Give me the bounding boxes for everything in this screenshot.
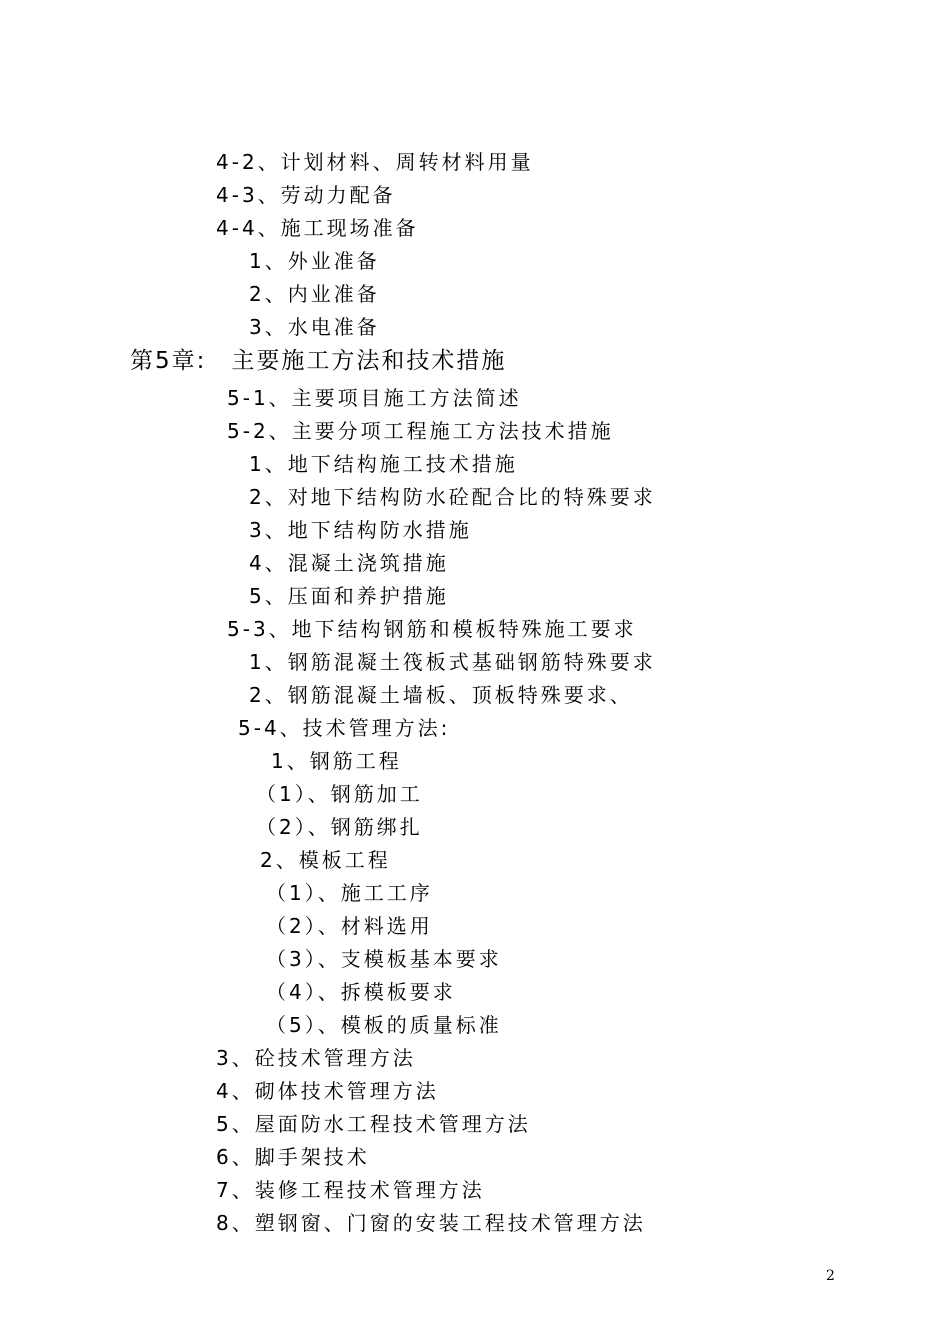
toc-line-4-4-2: 2、内业准备 [249,282,380,306]
toc-line-5-4-3: 3、砼技术管理方法 [216,1046,416,1070]
toc-line-5-4-1-2: （2）、钢筋绑扎 [256,815,423,839]
toc-line-5-3-1: 1、钢筋混凝土筏板式基础钢筋特殊要求 [249,650,656,674]
toc-line-5-4-5: 5、屋面防水工程技术管理方法 [216,1112,531,1136]
toc-line-4-4: 4-4、施工现场准备 [216,216,419,240]
toc-line-4-2: 4-2、计划材料、周转材料用量 [216,150,534,174]
toc-line-5-4-2-2: （2）、材料选用 [266,914,433,938]
toc-line-5-1: 5-1、主要项目施工方法简述 [227,386,522,410]
toc-line-4-4-3: 3、水电准备 [249,315,380,339]
toc-line-5-4-8: 8、塑钢窗、门窗的安装工程技术管理方法 [216,1211,646,1235]
toc-line-5-4-2-4: （4）、拆模板要求 [266,980,456,1004]
toc-line-4-3: 4-3、劳动力配备 [216,183,396,207]
toc-line-5-4-7: 7、装修工程技术管理方法 [216,1178,485,1202]
toc-line-5-2-1: 1、地下结构施工技术措施 [249,452,518,476]
toc-line-5-2-5: 5、压面和养护措施 [249,584,449,608]
toc-line-5-4: 5-4、技术管理方法: [238,716,451,740]
toc-line-5-4-2-3: （3）、支模板基本要求 [266,947,502,971]
toc-line-5-4-4: 4、砌体技术管理方法 [216,1079,439,1103]
toc-line-5-4-2: 2、模板工程 [260,848,391,872]
toc-line-4-4-1: 1、外业准备 [249,249,380,273]
toc-line-5-3: 5-3、地下结构钢筋和模板特殊施工要求 [227,617,637,641]
toc-line-5-2-4: 4、混凝土浇筑措施 [249,551,449,575]
toc-line-5-4-1-1: （1）、钢筋加工 [256,782,423,806]
toc-line-5-2: 5-2、主要分项工程施工方法技术措施 [227,419,614,443]
toc-line-5-2-3: 3、地下结构防水措施 [249,518,472,542]
toc-line-5-3-2: 2、钢筋混凝土墙板、顶板特殊要求、 [249,683,633,707]
chapter-5-heading: 第5章: 主要施工方法和技术措施 [130,348,507,374]
toc-line-5-4-2-1: （1）、施工工序 [266,881,433,905]
page-number: 2 [826,1268,835,1284]
toc-line-5-2-2: 2、对地下结构防水砼配合比的特殊要求 [249,485,656,509]
toc-line-5-4-6: 6、脚手架技术 [216,1145,370,1169]
toc-line-5-4-1: 1、钢筋工程 [271,749,402,773]
toc-line-5-4-2-5: （5）、模板的质量标准 [266,1013,502,1037]
